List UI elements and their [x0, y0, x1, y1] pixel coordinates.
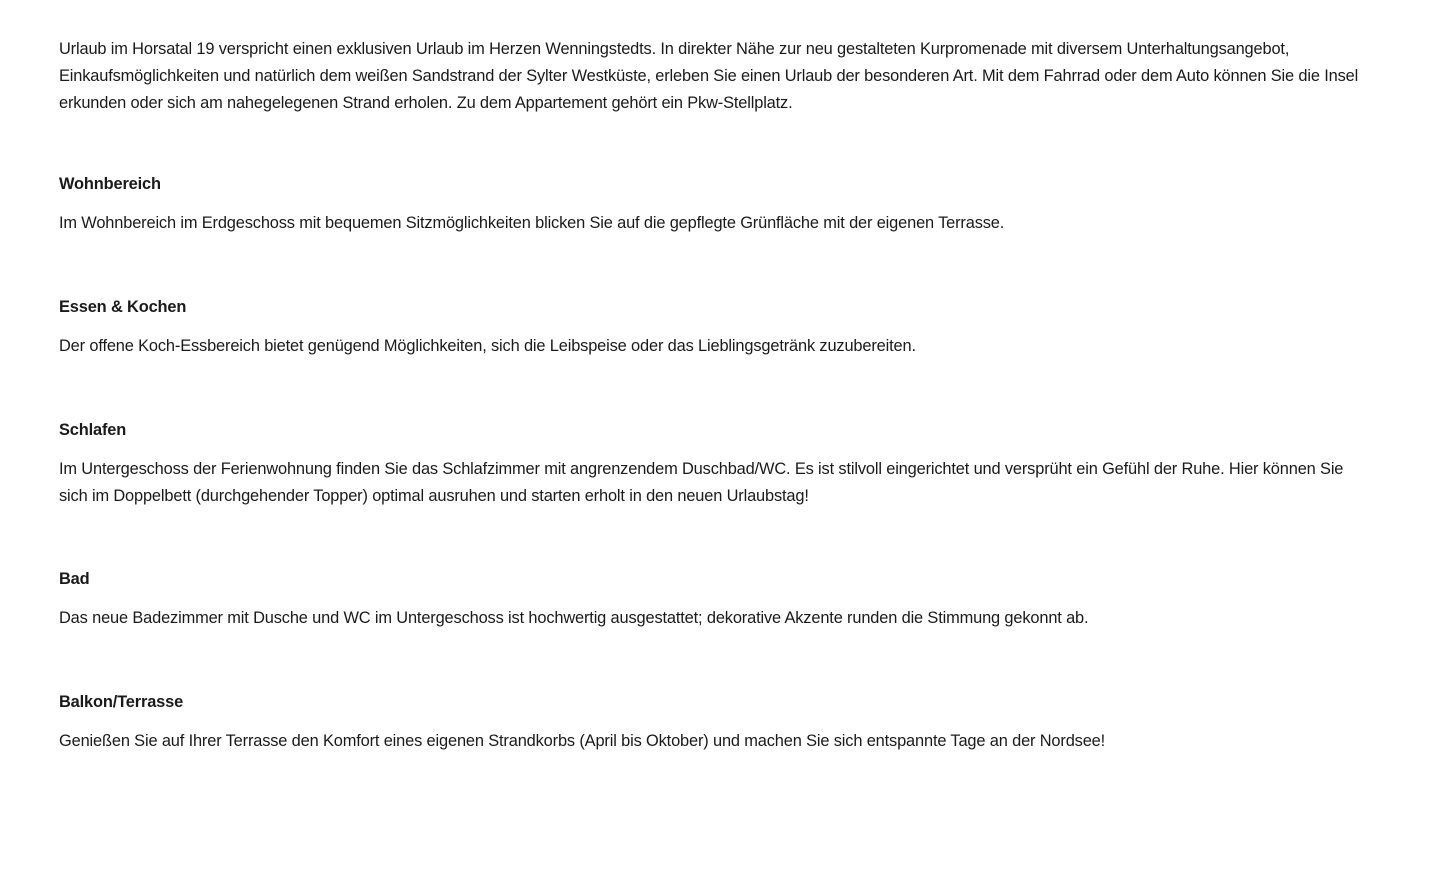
- section-heading: Balkon/Terrasse: [59, 693, 184, 711]
- section-text: Im Untergeschoss der Ferienwohnung finden Sie das Schlafzimmer mit angrenzendem Duschbad/WC. Es ist stilvoll eingerichtet und versprüht ein Gefühl der Ruhe. Hier können Sie sich im Doppelbett (durchgehender Topper) optimal ausruhen und starten erholt in den neuen Urlaubstag!: [59, 460, 1344, 505]
- section-heading: Wohnbereich: [59, 175, 161, 193]
- document-body: [59, 36, 1359, 750]
- section-balkon-terrasse: [59, 691, 1359, 755]
- section-wohnbereich: [59, 173, 1359, 237]
- section-schlafen: [59, 419, 1359, 510]
- intro-paragraph: Urlaub im Horsatal 19 verspricht einen exklusiven Urlaub im Herzen Wenningstedts. In direkter Nähe zur neu gestalteten Kurpromenade mit diversem Unterhaltungsangebot, Einkaufsmöglichkeiten und natürlich dem weißen Sandstrand der Sylter Westküste, erleben Sie einen Urlaub der besonderen Art. Mit dem Fahrrad oder dem Auto können Sie die Insel erkunden oder sich am nahegelegenen Strand erholen. Zu dem Appartement gehört ein Pkw-Stellplatz.: [59, 40, 1359, 112]
- section-heading: Essen & Kochen: [59, 298, 187, 316]
- section-heading: Schlafen: [59, 421, 127, 439]
- section-text: Genießen Sie auf Ihrer Terrasse den Komfort eines eigenen Strandkorbs (April bis Oktober) und machen Sie sich entspannte Tage an der Nordsee!: [59, 732, 1106, 750]
- section-essen-kochen: [59, 296, 1359, 360]
- section-text: Im Wohnbereich im Erdgeschoss mit bequemen Sitzmöglichkeiten blicken Sie auf die gepflegte Grünfläche mit der eigenen Terrasse.: [59, 214, 1005, 232]
- section-heading: Bad: [59, 570, 90, 588]
- section-bad: [59, 568, 1359, 632]
- section-text: Der offene Koch-Essbereich bietet genügend Möglichkeiten, sich die Leibspeise oder das Lieblingsgetränk zuzubereiten.: [59, 337, 916, 355]
- section-text: Das neue Badezimmer mit Dusche und WC im Untergeschoss ist hochwertig ausgestattet; dekorative Akzente runden die Stimmung gekonnt ab.: [59, 609, 1089, 627]
